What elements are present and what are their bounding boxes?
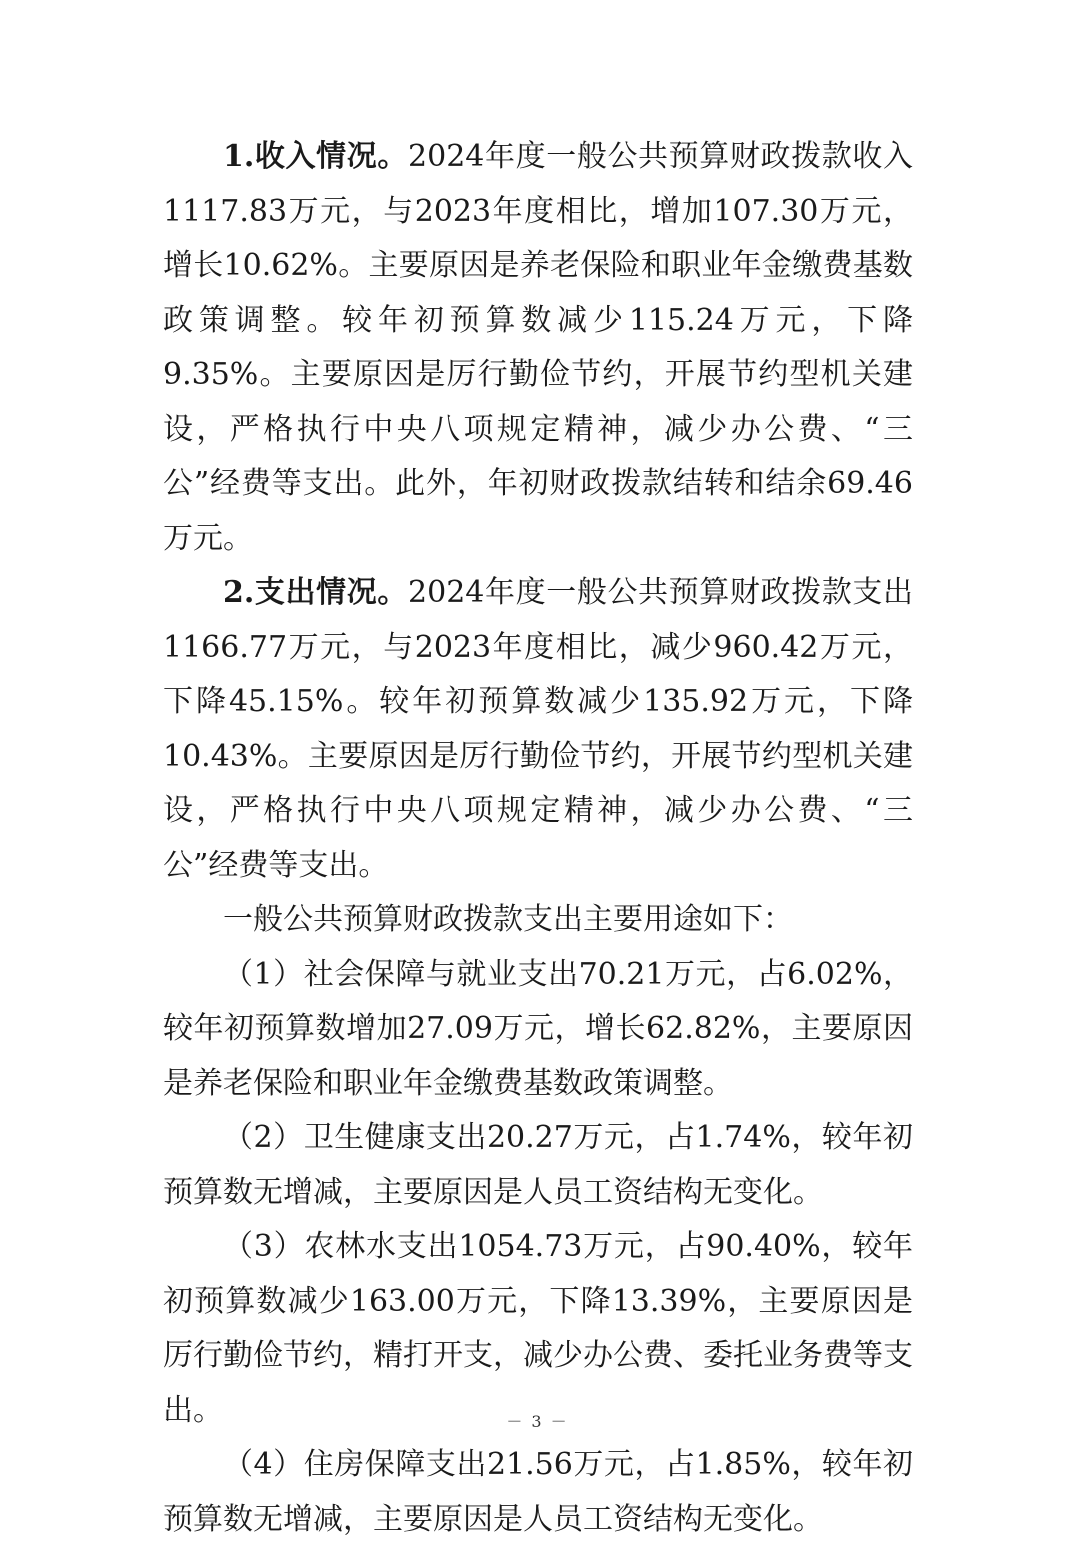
paragraph-item-2 <box>163 1111 913 1220</box>
document-body <box>163 130 913 1547</box>
paragraph-item-3 <box>163 1220 913 1438</box>
text-item-1: （1）社会保障与就业支出70.21万元，占6.02%，较年初预算数增加27.09万元，增长62.82%，主要原因是养老保险和职业年金缴费基数政策调整。 <box>163 956 913 1101</box>
page-number: － 3 － <box>506 1412 569 1431</box>
text-item-2: （2）卫生健康支出20.27万元，占1.74%，较年初预算数无增减，主要原因是人员工资结构无变化。 <box>163 1120 913 1210</box>
paragraph-uses-intro <box>163 893 913 948</box>
paragraph-item-1 <box>163 948 913 1112</box>
text-item-3: （3）农林水支出1054.73万元，占90.40%，较年初预算数减少163.00万元，下降13.39%，主要原因是厉行勤俭节约，精打开支，减少办公费、委托业务费等支出。 <box>163 1229 913 1428</box>
heading-expenditure: 2.支出情况。 <box>223 575 409 610</box>
text-uses-intro: 一般公共预算财政拨款支出主要用途如下： <box>223 902 793 937</box>
paragraph-item-4 <box>163 1438 913 1547</box>
paragraph-income <box>163 130 913 566</box>
heading-income: 1.收入情况。 <box>223 139 409 174</box>
text-expenditure: 2024年度一般公共预算财政拨款支出1166.77万元，与2023年度相比，减少960.42万元，下降45.15%。较年初预算数减少135.92万元，下降10.43%。主要原因是厉行勤俭节约，开展节约型机关建设，严格执行中央八项规定精神，减少办公费、“三公”经费等支出。 <box>163 575 913 883</box>
text-item-4: （4）住房保障支出21.56万元，占1.85%，较年初预算数无增减，主要原因是人员工资结构无变化。 <box>163 1447 913 1537</box>
text-income: 2024年度一般公共预算财政拨款收入1117.83万元，与2023年度相比，增加107.30万元，增长10.62%。主要原因是养老保险和职业年金缴费基数政策调整。较年初预算数减少115.24万元，下降9.35%。主要原因是厉行勤俭节约，开展节约型机关建设，严格执行中央八项规定精神，减少办公费、“三公”经费等支出。此外，年初财政拨款结转和结余69.46万元。 <box>163 139 913 556</box>
paragraph-expenditure <box>163 566 913 893</box>
